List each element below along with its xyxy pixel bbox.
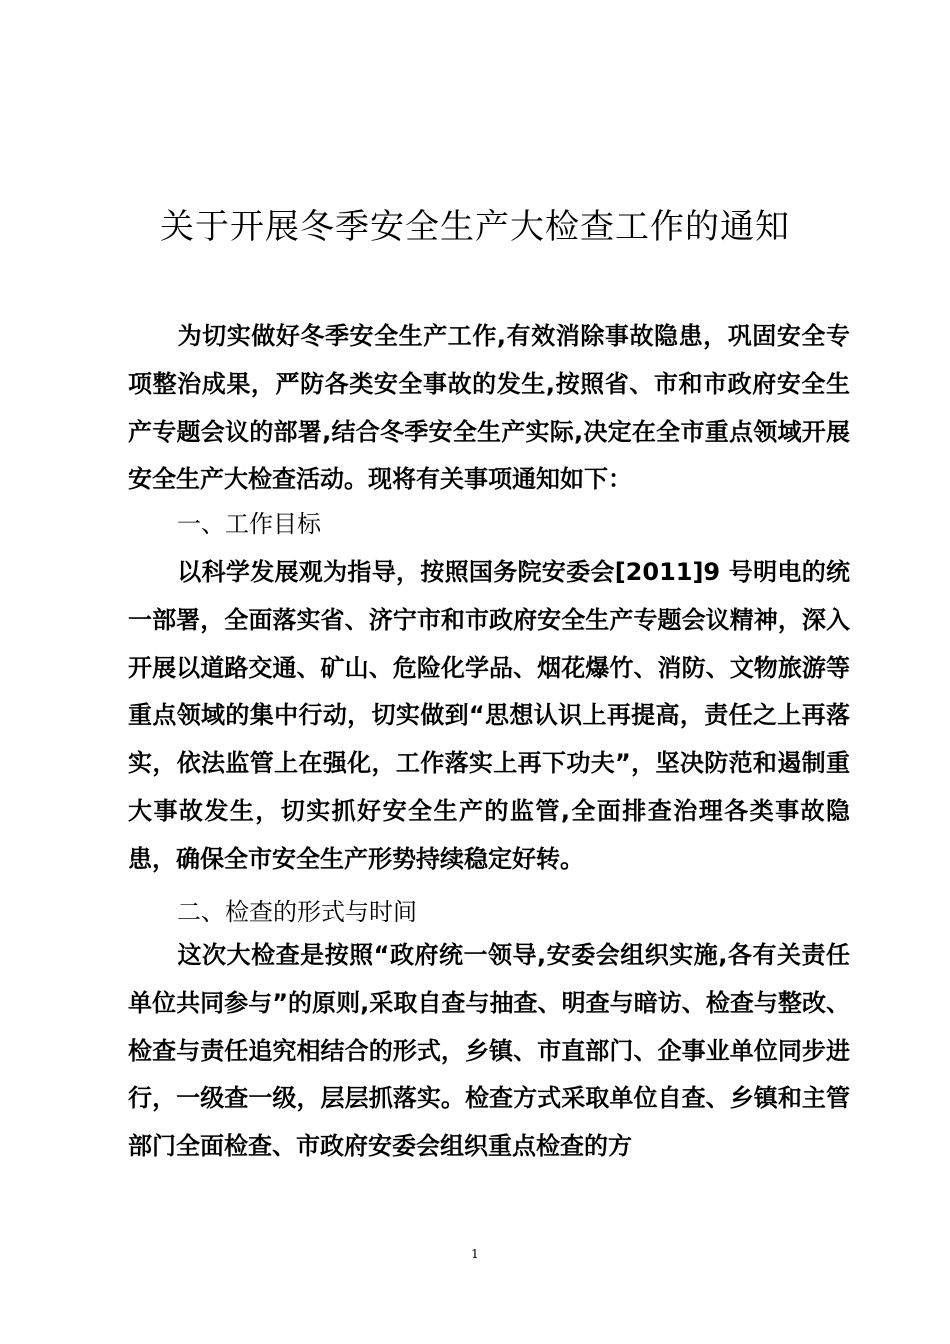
intro-paragraph-text: 为切实做好冬季安全生产工作,有效消除事故隐患，巩固安全专项整治成果，严防各类安全事故的发生,按照省、市和市政府安全生产专题会议的部署,结合冬季安全生产实际,决定在全市重点领域开展安全生产大检查活动。现将有关事项通知如下： xyxy=(128,322,850,494)
section-heading-form-time: 二、检查的形式与时间 xyxy=(177,898,417,926)
form-time-paragraph-text: 这次大检查是按照“政府统一领导,安委会组织实施,各有关责任单位共同参与”的原则,采取自查与抽查、明查与暗访、检查与整改、检查与责任追究相结合的形式，乡镇、市直部门、企事业单位同步进行，一级查一级，层层抓落实。检查方式采取单位自查、乡镇和主管部门全面检查、市政府安委会组织重点检查的方 xyxy=(128,941,850,1161)
page-number: 1 xyxy=(471,1247,479,1261)
goals-paragraph xyxy=(128,549,850,884)
intro-paragraph xyxy=(128,313,850,504)
section-heading-goals: 一、工作目标 xyxy=(177,510,321,538)
form-time-paragraph xyxy=(128,932,850,1171)
document-title: 关于开展冬季安全生产大检查工作的通知 xyxy=(160,207,790,247)
goals-paragraph-text: 以科学发展观为指导，按照国务院安委会[2011]9 号明电的统一部署，全面落实省、济宁市和市政府安全生产专题会议精神，深入开展以道路交通、矿山、危险化学品、烟花爆竹、消防、文物旅游等重点领域的集中行动，切实做到“思想认识上再提高，责任之上再落实，依法监管上在强化，工作落实上再下功夫”，坚决防范和遏制重大事故发生，切实抓好安全生产的监管,全面排查治理各类事故隐患，确保全市安全生产形势持续稳定好转。 xyxy=(128,558,850,873)
